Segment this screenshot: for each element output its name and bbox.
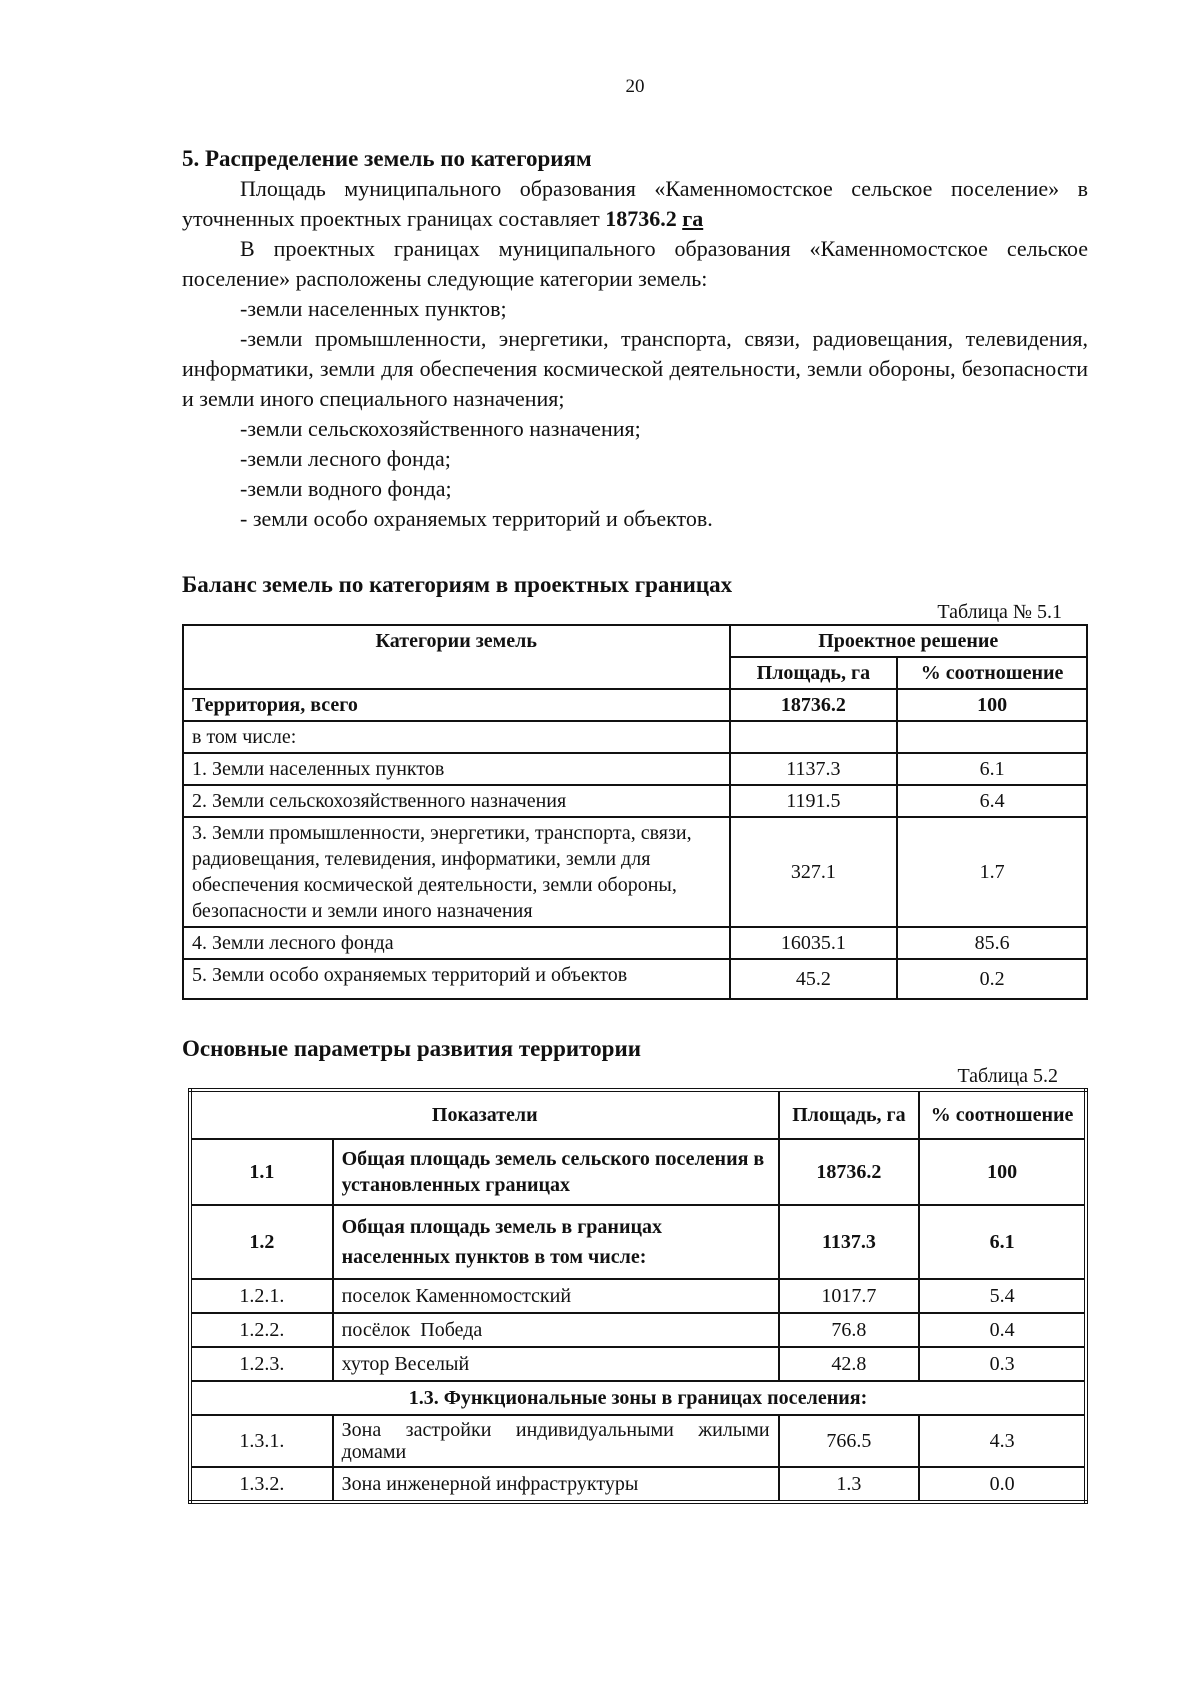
row-name: поселок Каменномостский	[333, 1279, 779, 1313]
table-row	[183, 753, 1087, 785]
row-number: 1.2	[190, 1205, 333, 1279]
row-percent: 0.3	[919, 1347, 1086, 1381]
page-number: 20	[625, 76, 645, 97]
row-number: 1.2.3.	[190, 1347, 333, 1381]
table-row	[183, 927, 1087, 959]
row-percent	[897, 721, 1087, 753]
row-name: 2. Земли сельскохозяйственного назначения	[183, 785, 730, 817]
row-area: 1017.7	[779, 1279, 920, 1313]
table1-header-area: Площадь, га	[730, 657, 898, 689]
table1-header-group: Проектное решение	[730, 625, 1088, 657]
row-percent: 0.0	[919, 1467, 1086, 1502]
row-area: 42.8	[779, 1347, 920, 1381]
table-row	[183, 959, 1087, 999]
table2-header-percent: % соотношение	[919, 1090, 1086, 1139]
table2-header-indicators: Показатели	[190, 1090, 779, 1139]
zone-header: 1.3. Функциональные зоны в границах поселения:	[190, 1381, 1086, 1415]
row-number: 1.2.2.	[190, 1313, 333, 1347]
row-name: 5. Земли особо охраняемых территорий и объектов	[183, 959, 730, 999]
row-percent: 0.4	[919, 1313, 1086, 1347]
row-area: 1137.3	[730, 753, 898, 785]
row-name: хутор Веселый	[333, 1347, 779, 1381]
total-area-value: 18736.2	[605, 206, 677, 231]
row-number: 1.1	[190, 1139, 333, 1205]
table2-caption: Таблица 5.2	[957, 1065, 1058, 1087]
row-percent: 6.4	[897, 785, 1087, 817]
row-name: Общая площадь земель сельского поселения в установленных границах	[333, 1139, 779, 1205]
land-balance-table	[182, 624, 1088, 1000]
row-area: 327.1	[730, 817, 898, 927]
table2-header-area: Площадь, га	[779, 1090, 920, 1139]
row-number: 1.3.1.	[190, 1415, 333, 1467]
row-number: 1.2.1.	[190, 1279, 333, 1313]
table-row	[190, 1313, 1086, 1347]
row-percent: 1.7	[897, 817, 1087, 927]
row-name: Территория, всего	[183, 689, 730, 721]
row-percent: 5.4	[919, 1279, 1086, 1313]
development-params-table	[188, 1088, 1088, 1504]
table1-header-category: Категории земель	[183, 625, 730, 689]
row-name: Зона инженерной инфраструктуры	[333, 1467, 779, 1502]
table1-caption: Таблица № 5.1	[937, 601, 1062, 623]
table-row	[183, 721, 1087, 753]
row-percent: 100	[897, 689, 1087, 721]
table1-header-percent: % соотношение	[897, 657, 1087, 689]
table2-title: Основные параметры развития территории	[182, 1036, 641, 1061]
category-item: -земли населенных пунктов;	[240, 296, 507, 321]
row-area: 16035.1	[730, 927, 898, 959]
row-percent: 100	[919, 1139, 1086, 1205]
category-item: -земли промышленности, энергетики, транспорта, связи, радиовещания, телевидения, информатики, земли для обеспечения космической деятельности, земли обороны, безопасности и земли иного специального назначения;	[182, 326, 1088, 411]
row-percent: 4.3	[919, 1415, 1086, 1467]
row-area: 76.8	[779, 1313, 920, 1347]
paragraph-categories: В проектных границах муниципального образования «Каменномостское сельское поселение» расположены следующие категории земель:	[182, 236, 1088, 291]
row-name: 4. Земли лесного фонда	[183, 927, 730, 959]
row-percent: 6.1	[919, 1205, 1086, 1279]
row-number: 1.3.2.	[190, 1467, 333, 1502]
row-name: 1. Земли населенных пунктов	[183, 753, 730, 785]
table1-title: Баланс земель по категориям в проектных границах	[182, 572, 733, 597]
category-item: - земли особо охраняемых территорий и объектов.	[240, 506, 713, 531]
section-title: 5. Распределение земель по категориям	[182, 146, 592, 171]
row-name: Общая площадь земель в границах населенных пунктов в том числе:	[333, 1205, 779, 1279]
row-name: посёлок Победа	[333, 1313, 779, 1347]
row-name: в том числе:	[183, 721, 730, 753]
row-area: 766.5	[779, 1415, 920, 1467]
table-row	[190, 1205, 1086, 1279]
row-area: 1191.5	[730, 785, 898, 817]
row-name: 3. Земли промышленности, энергетики, транспорта, связи, радиовещания, телевидения, информатики, земли для обеспечения космической деятельности, земли обороны, безопасности и земли иного назначения	[183, 817, 730, 927]
table-row	[190, 1139, 1086, 1205]
table-row	[190, 1467, 1086, 1502]
table-row	[190, 1279, 1086, 1313]
paragraph-area-text: Площадь муниципального образования «Каменномостское сельское поселение» в уточненных проектных границах составляет	[182, 176, 1088, 231]
document-body	[182, 144, 1088, 1504]
row-percent: 6.1	[897, 753, 1087, 785]
row-name: Зона застройки индивидуальными жилыми домами	[333, 1415, 779, 1467]
row-area	[730, 721, 898, 753]
zone-header-row	[190, 1381, 1086, 1415]
category-item: -земли лесного фонда;	[240, 446, 451, 471]
row-area: 1.3	[779, 1467, 920, 1502]
row-percent: 0.2	[897, 959, 1087, 999]
paragraph-area	[182, 174, 1088, 234]
table-row	[183, 785, 1087, 817]
total-area-unit: га	[682, 206, 704, 231]
table-row	[183, 689, 1087, 721]
category-item: -земли водного фонда;	[240, 476, 452, 501]
table-row	[183, 817, 1087, 927]
table-row	[190, 1415, 1086, 1467]
category-item: -земли сельскохозяйственного назначения;	[240, 416, 641, 441]
row-area: 1137.3	[779, 1205, 920, 1279]
row-percent: 85.6	[897, 927, 1087, 959]
row-area: 18736.2	[779, 1139, 920, 1205]
table-row	[190, 1347, 1086, 1381]
row-area: 45.2	[730, 959, 898, 999]
row-area: 18736.2	[730, 689, 898, 721]
